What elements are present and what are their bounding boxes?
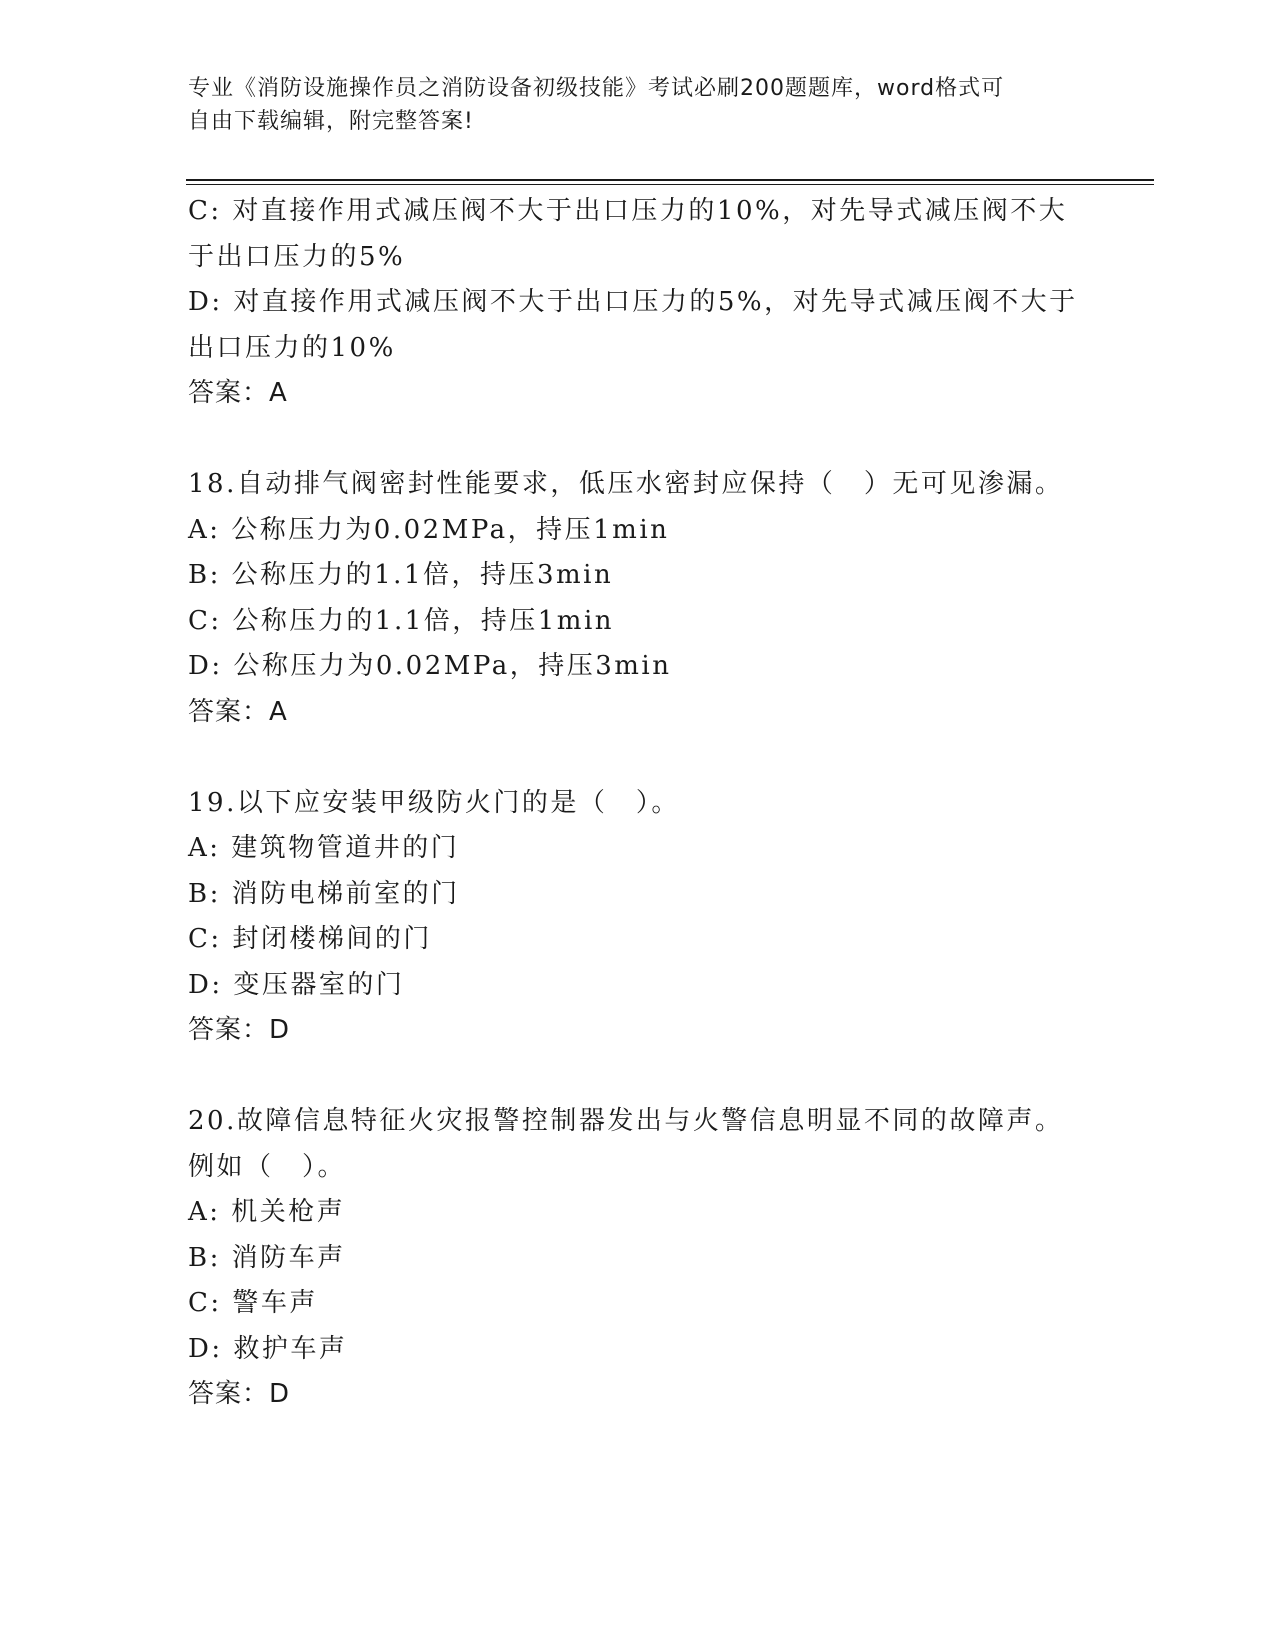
question-stem-line-1: 20.故障信息特征火灾报警控制器发出与火警信息明显不同的故障声。	[188, 1106, 1064, 1136]
header-line-2: 自由下载编辑，附完整答案!	[188, 109, 474, 134]
option-b: B: 消防车声	[188, 1242, 346, 1273]
answer-line: 答案：A	[188, 696, 288, 727]
question-stem: 19.以下应安装甲级防火门的是（ ）。	[188, 787, 680, 818]
question-20	[188, 1099, 1078, 1418]
option-d: D: 救护车声	[188, 1333, 348, 1364]
header-divider-thin	[186, 184, 1154, 185]
option-a: A: 建筑物管道井的门	[188, 833, 460, 863]
option-d: D: 公称压力为0.02MPa，持压3min	[188, 651, 672, 681]
option-c: C: 封闭楼梯间的门	[188, 924, 432, 954]
header-line-1: 专业《消防设施操作员之消防设备初级技能》考试必刷200题题库，word格式可	[188, 76, 1005, 101]
question-18	[188, 462, 1078, 735]
question-17-continued	[188, 189, 1078, 417]
spacer	[188, 1054, 1078, 1100]
option-d-line-1: D: 对直接作用式减压阀不大于出口压力的5%，对先导式减压阀不大于	[188, 287, 1078, 317]
answer-line: 答案：D	[188, 1015, 291, 1045]
spacer	[188, 417, 1078, 463]
option-d-line-2: 出口压力的10%	[188, 332, 396, 363]
question-stem-line-2: 例如（ ）。	[188, 1151, 347, 1182]
answer-line: 答案：A	[188, 378, 288, 408]
option-b: B: 公称压力的1.1倍，持压3min	[188, 560, 614, 590]
option-c-line-1: C: 对直接作用式减压阀不大于出口压力的10%，对先导式减压阀不大	[188, 196, 1068, 226]
option-b: B: 消防电梯前室的门	[188, 878, 460, 909]
answer-line: 答案：D	[188, 1379, 291, 1409]
option-c-line-2: 于出口压力的5%	[188, 241, 406, 272]
option-a: A: 机关枪声	[188, 1197, 346, 1227]
option-d: D: 变压器室的门	[188, 969, 405, 1000]
question-stem: 18.自动排气阀密封性能要求，低压水密封应保持（ ）无可见渗漏。	[188, 469, 1064, 499]
header-divider-thick	[186, 179, 1154, 181]
spacer	[188, 735, 1078, 781]
question-list	[188, 189, 1078, 1418]
document-header	[188, 72, 1068, 138]
option-c: C: 警车声	[188, 1288, 318, 1318]
option-a: A: 公称压力为0.02MPa，持压1min	[188, 514, 670, 545]
question-19	[188, 781, 1078, 1054]
option-c: C: 公称压力的1.1倍，持压1min	[188, 605, 615, 636]
